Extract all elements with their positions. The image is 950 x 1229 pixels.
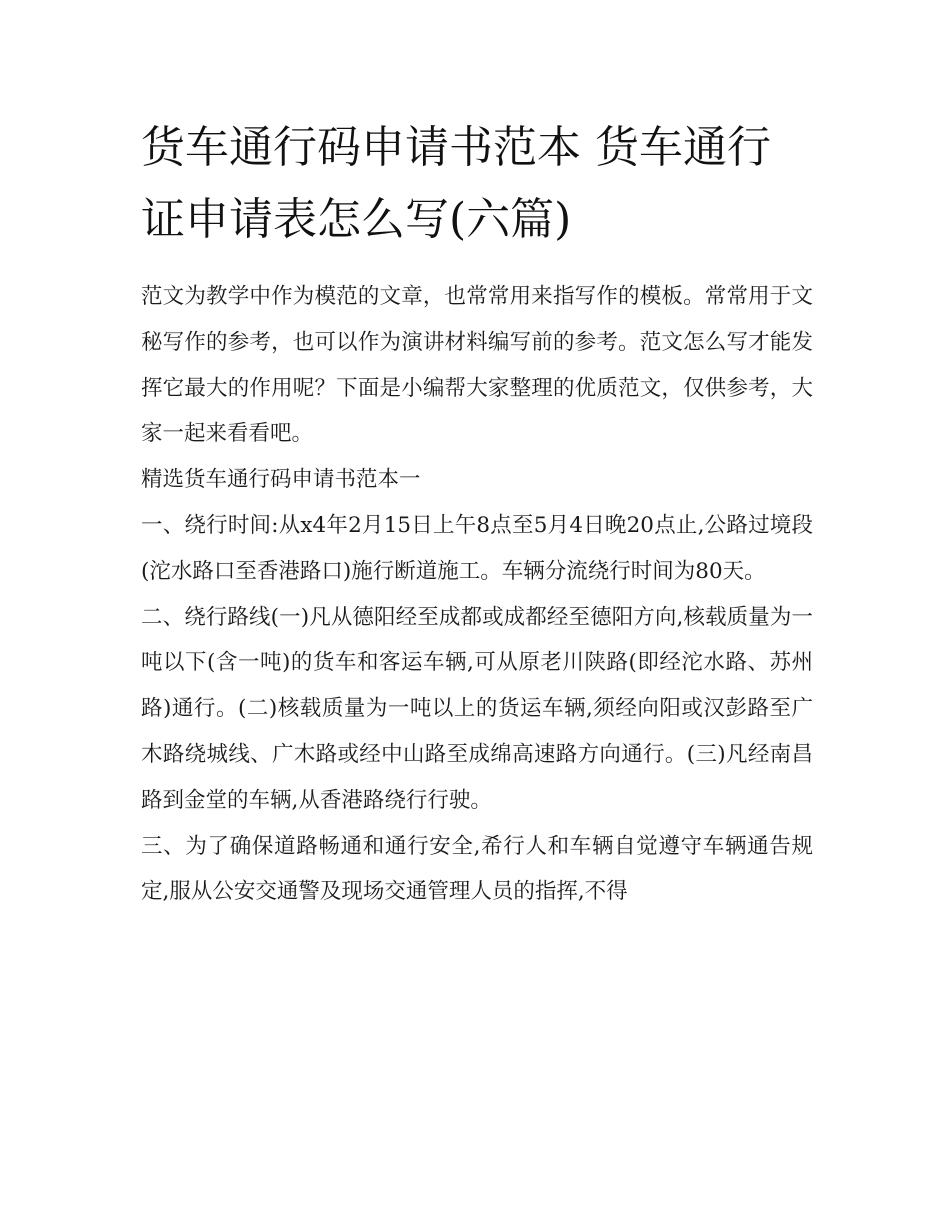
document-title: 货车通行码申请书范本 货车通行证申请表怎么写(六篇)	[141, 122, 771, 245]
paragraph-safety-notice: 三、为了确保道路畅通和通行安全,希行人和车辆自觉遵守车辆通告规定,服从公安交通警及现场交通管理人员的指挥,不得	[141, 833, 813, 905]
section-heading: 精选货车通行码申请书范本一	[141, 467, 421, 493]
intro-paragraph: 范文为教学中作为模范的文章，也常常用来指写作的模板。常常用于文秘写作的参考，也可以作为演讲材料编写前的参考。范文怎么写才能发挥它最大的作用呢？下面是小编帮大家整理的优质范文，仅供参考，大家一起来看看吧。	[141, 284, 813, 447]
paragraph-detour-time: 一、绕行时间:从x4年2月15日上午8点至5月4日晚20点止,公路过境段(沱水路口至香港路口)施行断道施工。车辆分流绕行时间为80天。	[141, 512, 813, 584]
document-page	[141, 112, 813, 915]
document-body	[141, 274, 813, 915]
paragraph-detour-route: 二、绕行路线(一)凡从德阳经至成都或成都经至德阳方向,核载质量为一吨以下(含一吨)的货车和客运车辆,可从原老川陕路(即经沱水路、苏州路)通行。(二)核载质量为一吨以上的货运车辆,须经向阳或汉彭路至广木路绕城线、广木路或经中山路至成绵高速路方向通行。(三)凡经南昌路到金堂的车辆,从香港路绕行行驶。	[141, 604, 813, 813]
